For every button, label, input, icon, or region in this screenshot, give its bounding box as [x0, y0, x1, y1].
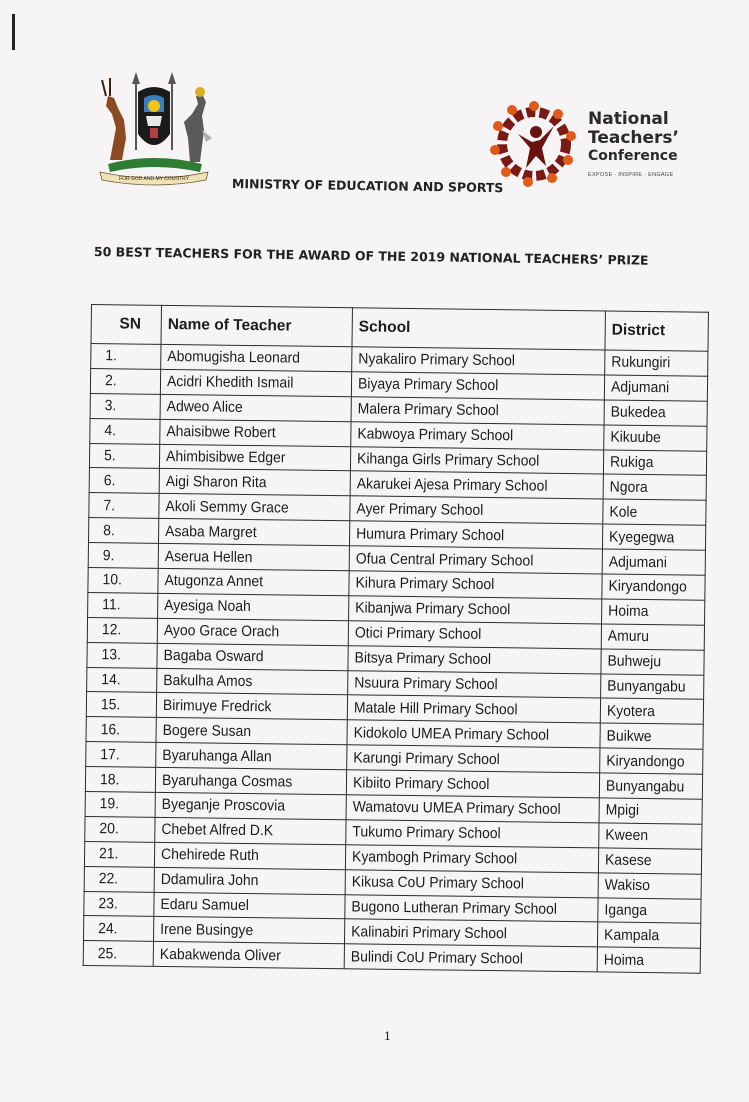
cell-sn-text: 13. [101, 646, 122, 664]
cell-teacher-name [161, 344, 352, 371]
cell-school [347, 720, 600, 748]
cell-school [350, 496, 603, 524]
cell-district [605, 350, 708, 376]
cell-teacher-name-text: Chehirede Ruth [160, 846, 259, 865]
document-title: 50 BEST TEACHERS FOR THE AWARD OF THE 2019 NATIONAL TEACHERS’ PRIZE [93, 244, 649, 268]
cell-teacher-name-text: Asaba Margret [165, 522, 257, 541]
cell-sn-text: 14. [101, 671, 121, 689]
cell-district-text: Hoima [608, 602, 649, 621]
cell-school [351, 372, 604, 400]
cell-district-text: Kikuube [610, 428, 661, 447]
cell-teacher-name-text: Adweo Alice [166, 398, 243, 417]
cell-district [604, 425, 707, 451]
cell-district [602, 574, 705, 600]
cell-district-text: Kole [609, 503, 638, 521]
cell-school [350, 471, 603, 499]
cell-sn-text: 9. [102, 546, 115, 564]
cell-sn-text: 24. [98, 920, 118, 938]
cell-school [349, 521, 602, 549]
cell-teacher-name [159, 494, 350, 521]
cell-district-text: Kyegegwa [609, 528, 675, 547]
column-header-name: Name of Teacher [161, 305, 352, 346]
cell-school-text: Wamatovu UMEA Primary School [352, 798, 561, 819]
cell-school [346, 770, 599, 798]
cell-district [602, 549, 705, 575]
cell-district [600, 723, 703, 749]
cell-teacher-name-text: Bogere Susan [162, 721, 252, 740]
conference-emblem-icon [484, 96, 584, 192]
cell-sn [88, 592, 158, 618]
cell-teacher-name [159, 469, 350, 496]
teachers-table [83, 304, 709, 974]
cell-teacher-name [155, 792, 346, 819]
cell-teacher-name [160, 394, 351, 421]
cell-sn [89, 518, 159, 544]
cell-sn-text: 20. [99, 820, 119, 838]
cell-district-text: Kiryandongo [606, 752, 685, 771]
cell-district [599, 798, 702, 824]
conference-logo-text [588, 110, 698, 164]
cell-district-text: Kween [605, 826, 649, 845]
cell-district [602, 599, 705, 625]
cell-school-text: Ayer Primary School [356, 500, 484, 519]
cell-school-text: Malera Primary School [357, 400, 499, 420]
cell-teacher-name-text: Byeganje Proscovia [161, 796, 286, 815]
cell-teacher-name-text: Edaru Samuel [160, 895, 249, 915]
cell-sn [87, 642, 157, 668]
table-body [83, 344, 708, 974]
cell-sn-text: 4. [104, 422, 117, 440]
cell-sn-text: 17. [100, 745, 120, 764]
cell-sn [85, 767, 155, 793]
cell-teacher-name [156, 718, 347, 745]
cell-school [346, 820, 599, 848]
cell-school [351, 397, 604, 425]
cell-teacher-name [156, 743, 347, 770]
cell-teacher-name-text: Ddamulira John [160, 871, 259, 890]
cell-sn [87, 667, 157, 693]
cell-sn-text: 10. [102, 571, 123, 589]
cell-teacher-name-text: Aigi Sharon Rita [165, 472, 267, 492]
cell-sn-text: 8. [103, 521, 115, 539]
cell-school-text: Kibanjwa Primary School [355, 599, 511, 619]
cell-school-text: Nyakaliro Primary School [358, 350, 516, 370]
cell-teacher-name-text: Irene Busingye [160, 920, 254, 940]
cell-district-text: Iganga [604, 901, 648, 920]
cell-sn [88, 543, 158, 569]
cell-sn-text: 18. [99, 770, 120, 788]
cell-district-text: Ngora [609, 478, 648, 496]
cell-district-text: Buhweju [607, 652, 662, 671]
cell-teacher-name [159, 444, 350, 471]
cell-district-text: Kyotera [606, 702, 656, 721]
cell-district [598, 898, 701, 924]
conference-logo-line2: Teachers’ [588, 128, 680, 148]
cell-district-text: Kampala [604, 926, 660, 945]
cell-district-text: Adjumani [608, 553, 668, 571]
page-number: 1 [384, 1030, 391, 1043]
cell-district [599, 823, 702, 849]
cell-school [352, 347, 605, 375]
cell-district-text: Wakiso [604, 876, 651, 895]
cell-sn-text: 25. [97, 944, 118, 963]
cell-sn [83, 941, 153, 967]
cell-district-text: Bukedea [610, 403, 666, 422]
coat-of-arms-motto: FOR GOD AND MY COUNTRY [119, 176, 189, 182]
cell-school-text: Ofua Central Primary School [355, 549, 534, 570]
cell-sn-text: 12. [101, 621, 122, 639]
cell-district-text: Kiryandongo [608, 577, 687, 596]
cell-school [349, 596, 602, 624]
cell-sn [86, 742, 156, 768]
cell-teacher-name [155, 817, 346, 844]
cell-teacher-name [154, 892, 345, 919]
cell-sn [88, 568, 158, 594]
cell-district [604, 375, 707, 401]
cell-teacher-name-text: Chebet Alfred D.K [161, 821, 274, 840]
cell-district-text: Adjumani [610, 378, 670, 397]
cell-teacher-name [160, 419, 351, 446]
cell-school-text: Akarukei Ajesa Primary School [356, 475, 548, 495]
cell-district [598, 873, 701, 899]
cell-district [603, 499, 706, 525]
cell-teacher-name-text: Acidri Khedith Ismail [166, 373, 294, 392]
cell-sn-text: 21. [98, 845, 119, 863]
cell-school-text: Tukumo Primary School [352, 823, 501, 843]
cell-school-text: Humura Primary School [356, 525, 505, 544]
cell-sn-text: 23. [98, 895, 118, 913]
cell-district [601, 674, 704, 700]
cell-sn [89, 443, 159, 469]
cell-school [349, 571, 602, 599]
cell-teacher-name [153, 942, 344, 969]
uganda-coat-of-arms-logo [88, 68, 220, 186]
cell-school [351, 421, 604, 449]
cell-school [350, 446, 603, 474]
cell-teacher-name-text: Bakulha Amos [163, 671, 253, 691]
cell-sn-text: 7. [103, 496, 116, 515]
cell-sn-text: 1. [105, 347, 118, 365]
cell-sn-text: 15. [100, 696, 121, 714]
cell-school [345, 894, 598, 922]
cell-sn [84, 891, 154, 917]
teachers-table-container [83, 304, 709, 974]
cell-district-text: Buikwe [606, 727, 652, 745]
cell-district-text: Bunyangabu [607, 677, 686, 696]
cell-teacher-name-text: Abomugisha Leonard [167, 348, 301, 368]
cell-school [348, 670, 601, 698]
cell-teacher-name [158, 593, 349, 620]
cell-school-text: Kyambogh Primary School [351, 848, 518, 868]
cell-teacher-name [158, 519, 349, 546]
cell-district-text: Bunyangabu [605, 777, 685, 796]
cell-sn-text: 22. [98, 870, 119, 888]
cell-district [604, 400, 707, 426]
cell-teacher-name-text: Birimuye Fredrick [162, 696, 272, 716]
cell-teacher-name-text: Aserua Hellen [164, 547, 253, 566]
cell-sn [89, 468, 159, 494]
cell-sn [90, 368, 160, 394]
cell-sn-text: 5. [103, 447, 116, 465]
cell-sn-text: 19. [99, 795, 120, 813]
cell-teacher-name-text: Ahimbisibwe Edger [165, 447, 286, 467]
cell-school [345, 869, 598, 897]
page-edge-mark [12, 14, 15, 50]
cell-school-text: Kihanga Girls Primary School [356, 450, 540, 470]
cell-sn [86, 692, 156, 718]
cell-teacher-name [154, 867, 345, 894]
conference-tagline: EXPOSE · INSPIRE · ENGAGE [588, 172, 674, 178]
cell-district [602, 524, 705, 550]
cell-sn [84, 866, 154, 892]
cell-school-text: Kalinabiri Primary School [351, 923, 508, 943]
cell-teacher-name-text: Ayesiga Noah [164, 597, 251, 616]
cell-school [347, 745, 600, 773]
cell-district-text: Hoima [603, 951, 645, 969]
cell-teacher-name [153, 917, 344, 944]
cell-sn-text: 16. [100, 720, 121, 739]
cell-teacher-name-text: Byaruhanga Cosmas [161, 771, 293, 791]
cell-sn-text: 3. [104, 397, 117, 415]
cell-district-text: Rukungiri [611, 353, 671, 372]
cell-teacher-name [158, 543, 349, 570]
cell-sn-text: 6. [103, 472, 116, 490]
cell-school-text: Kihura Primary School [355, 574, 495, 594]
cell-district [600, 698, 703, 724]
cell-school-text: Kikusa CoU Primary School [351, 873, 524, 893]
cell-district-text: Kasese [604, 851, 652, 870]
cell-teacher-name [160, 369, 351, 396]
cell-district [601, 624, 704, 650]
cell-teacher-name-text: Bagaba Osward [163, 647, 264, 666]
cell-district-text: Amuru [607, 627, 650, 646]
cell-school [344, 944, 597, 972]
cell-sn [85, 791, 155, 817]
cell-school-text: Kabwoya Primary School [357, 425, 514, 445]
cell-district [603, 474, 706, 500]
cell-school [344, 919, 597, 947]
cell-school [349, 546, 602, 574]
cell-sn [89, 493, 159, 519]
cell-sn [86, 717, 156, 743]
cell-teacher-name-text: Ahaisibwe Robert [166, 423, 276, 442]
cell-teacher-name [156, 693, 347, 720]
cell-school-text: Bitsya Primary School [354, 649, 492, 669]
cell-school-text: Biyaya Primary School [357, 375, 499, 395]
cell-sn [83, 916, 153, 942]
national-teachers-conference-logo [484, 96, 694, 192]
cell-sn-text: 2. [104, 372, 117, 390]
cell-district [600, 748, 703, 774]
conference-logo-line3: Conference [588, 148, 678, 164]
cell-teacher-name-text: Akoli Semmy Grace [165, 497, 289, 517]
cell-school [348, 621, 601, 649]
cell-teacher-name [157, 618, 348, 645]
cell-school [346, 795, 599, 823]
cell-school-text: Kidokolo UMEA Primary School [353, 724, 550, 744]
cell-school-text: Bulindi CoU Primary School [350, 948, 524, 968]
cell-district-text: Mpigi [605, 801, 640, 820]
cell-school-text: Bugono Lutheran Primary School [351, 898, 558, 918]
cell-teacher-name [155, 767, 346, 794]
cell-sn [87, 617, 157, 643]
cell-district [597, 947, 700, 973]
cell-district-text: Rukiga [609, 453, 654, 472]
cell-district [603, 450, 706, 476]
cell-district [598, 848, 701, 874]
cell-teacher-name-text: Atugonza Annet [164, 572, 264, 591]
cell-sn-text: 11. [102, 596, 121, 614]
cell-school-text: Nsuura Primary School [354, 674, 498, 694]
column-header-district: District [605, 311, 708, 351]
cell-school [345, 845, 598, 873]
cell-teacher-name [154, 842, 345, 869]
cell-sn [90, 393, 160, 419]
cell-sn [84, 841, 154, 867]
cell-district [599, 773, 702, 799]
cell-teacher-name [157, 643, 348, 670]
cell-district [597, 922, 700, 948]
cell-sn [85, 816, 155, 842]
cell-teacher-name-text: Byaruhanga Allan [162, 746, 272, 765]
cell-school [348, 645, 601, 673]
cell-sn [91, 344, 161, 370]
cell-sn [90, 418, 160, 444]
cell-district [601, 649, 704, 675]
cell-teacher-name-text: Kabakwenda Oliver [159, 945, 281, 965]
cell-school [347, 695, 600, 723]
conference-logo-line1: National [588, 109, 669, 129]
cell-teacher-name-text: Ayoo Grace Orach [163, 622, 280, 641]
cell-school-text: Kibiito Primary School [352, 773, 490, 793]
ministry-name: MINISTRY OF EDUCATION AND SPORTS [231, 176, 504, 196]
cell-school-text: Matale Hill Primary School [353, 699, 518, 719]
cell-teacher-name [157, 668, 348, 695]
cell-school-text: Karungi Primary School [353, 749, 500, 768]
cell-school-text: Otici Primary School [354, 624, 482, 644]
cell-teacher-name [158, 568, 349, 595]
column-header-sn: SN [91, 305, 161, 345]
column-header-school: School [352, 308, 605, 350]
